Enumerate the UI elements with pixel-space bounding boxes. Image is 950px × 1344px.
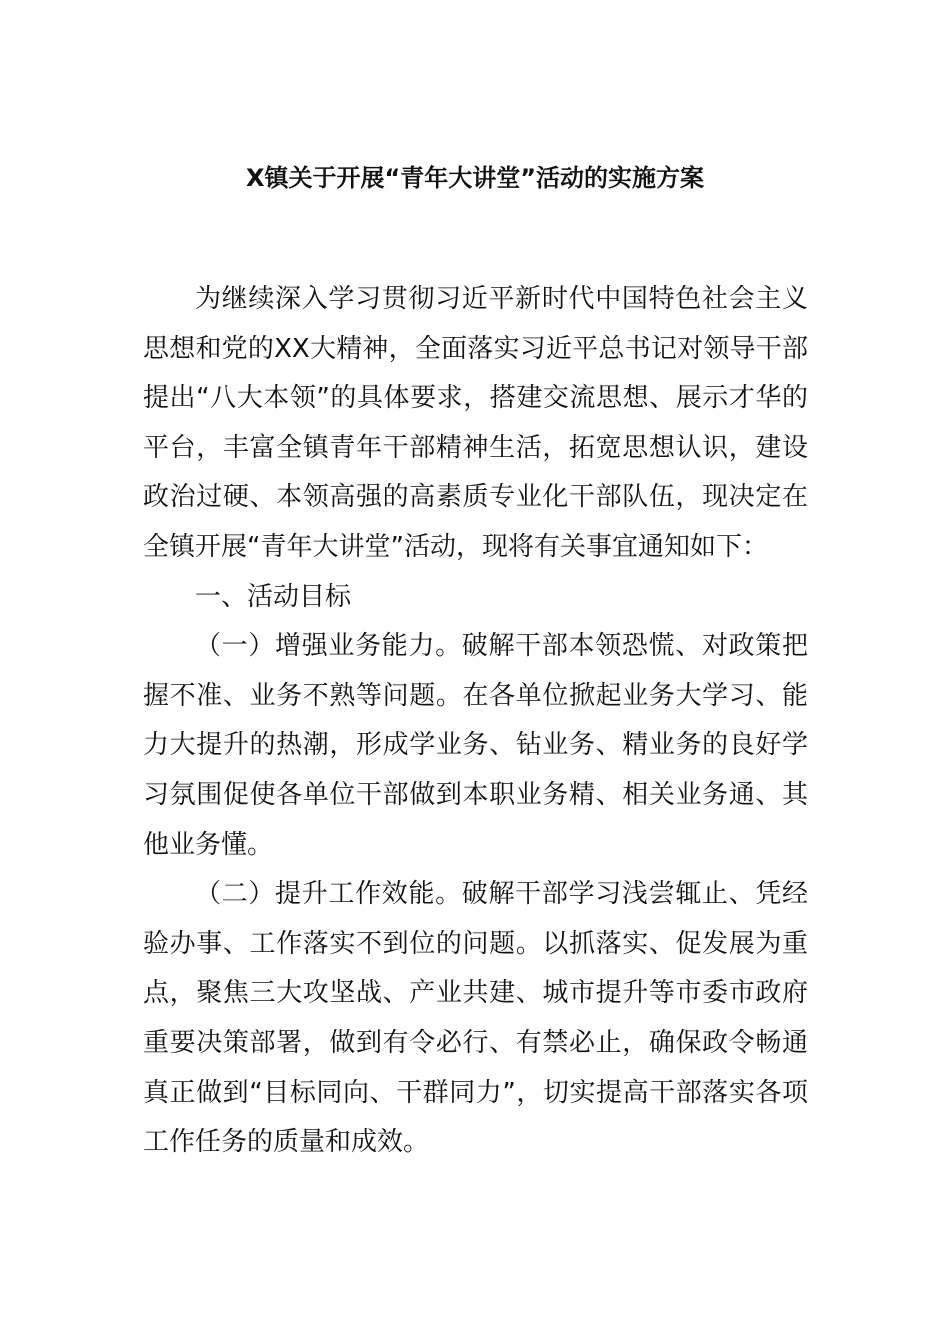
intro-paragraph: 为继续深入学习贯彻习近平新时代中国特色社会主义思想和党的XX大精神，全面落实习近平总书记对领导干部提出“八大本领”的具体要求，搭建交流思想、展示才华的平台，丰富全镇青年干部精神生活，拓宽思想认识，建设政治过硬、本领高强的高素质专业化干部队伍，现决定在全镇开展“青年大讲堂”活动，现将有关事宜通知如下： [143,284,808,562]
goal-paragraph-1: （一）增强业务能力。破解干部本领恐慌、对政策把握不准、业务不熟等问题。在各单位掀起业务大学习、能力大提升的热潮，形成学业务、钻业务、精业务的良好学习氛围促使各单位干部做到本职业务精、相关业务通、其他业务懂。 [143,631,808,860]
goal-paragraph-2: （二）提升工作效能。破解干部学习浅尝辄止、凭经验办事、工作落实不到位的问题。以抓落实、促发展为重点，聚焦三大攻坚战、产业共建、城市提升等市委市政府重要决策部署，做到有令必行、有禁必止，确保政令畅通真正做到“目标同向、干群同力”，切实提高干部落实各项工作任务的质量和成效。 [143,879,808,1158]
document-body [143,275,808,1168]
document-title: X镇关于开展“青年大讲堂”活动的实施方案 [245,164,705,192]
section-heading-goals: 一、活动目标 [195,581,352,612]
